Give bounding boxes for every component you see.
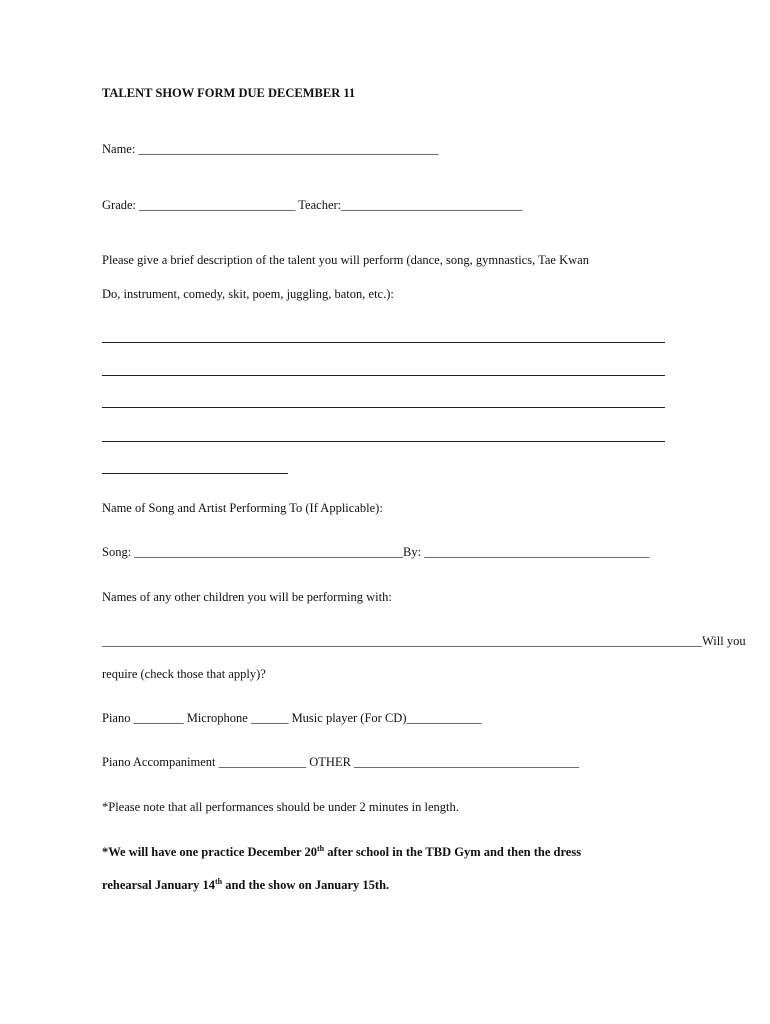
description-prompt-line-2: Do, instrument, comedy, skit, poem, juggling, baton, etc.): <box>102 287 394 301</box>
rehearsal-note-text: rehearsal January 14 <box>102 878 215 892</box>
grade-teacher-field[interactable]: Grade: _________________________ Teacher:_____________________________ <box>102 198 523 212</box>
practice-note <box>102 844 581 860</box>
equipment-checklist[interactable]: Piano ________ Microphone ______ Music player (For CD)____________ <box>102 711 482 725</box>
practice-note-text: after school in the TBD Gym and then the dress <box>324 845 582 859</box>
song-artist-field[interactable]: Song: ___________________________________________By: ____________________________________ <box>102 545 650 559</box>
length-note: *Please note that all performances should be under 2 minutes in length. <box>102 800 459 814</box>
others-field[interactable]: ________________________________________________________________________________________________Will you <box>102 634 746 648</box>
rehearsal-note-text: and the show on January 15th. <box>222 878 390 892</box>
accompaniment-field[interactable]: Piano Accompaniment ______________ OTHER ____________________________________ <box>102 755 580 769</box>
require-prompt: require (check those that apply)? <box>102 667 266 681</box>
others-prompt: Names of any other children you will be performing with: <box>102 590 392 604</box>
ordinal-suffix: th <box>214 876 223 886</box>
description-answer-line[interactable] <box>102 441 665 442</box>
description-answer-line[interactable] <box>102 473 288 474</box>
description-answer-line[interactable] <box>102 407 665 408</box>
song-prompt: Name of Song and Artist Performing To (If Applicable): <box>102 501 383 515</box>
description-answer-line[interactable] <box>102 342 665 343</box>
description-prompt-line-1: Please give a brief description of the talent you will perform (dance, song, gymnastics, Tae Kwan <box>102 253 589 267</box>
ordinal-suffix: th <box>317 843 325 853</box>
name-field[interactable]: Name: ________________________________________________ <box>102 142 439 156</box>
description-answer-line[interactable] <box>102 375 665 376</box>
form-title: TALENT SHOW FORM DUE DECEMBER 11 <box>102 86 356 100</box>
rehearsal-note <box>102 877 389 893</box>
practice-note-text: *We will have one practice December 20 <box>102 845 317 859</box>
